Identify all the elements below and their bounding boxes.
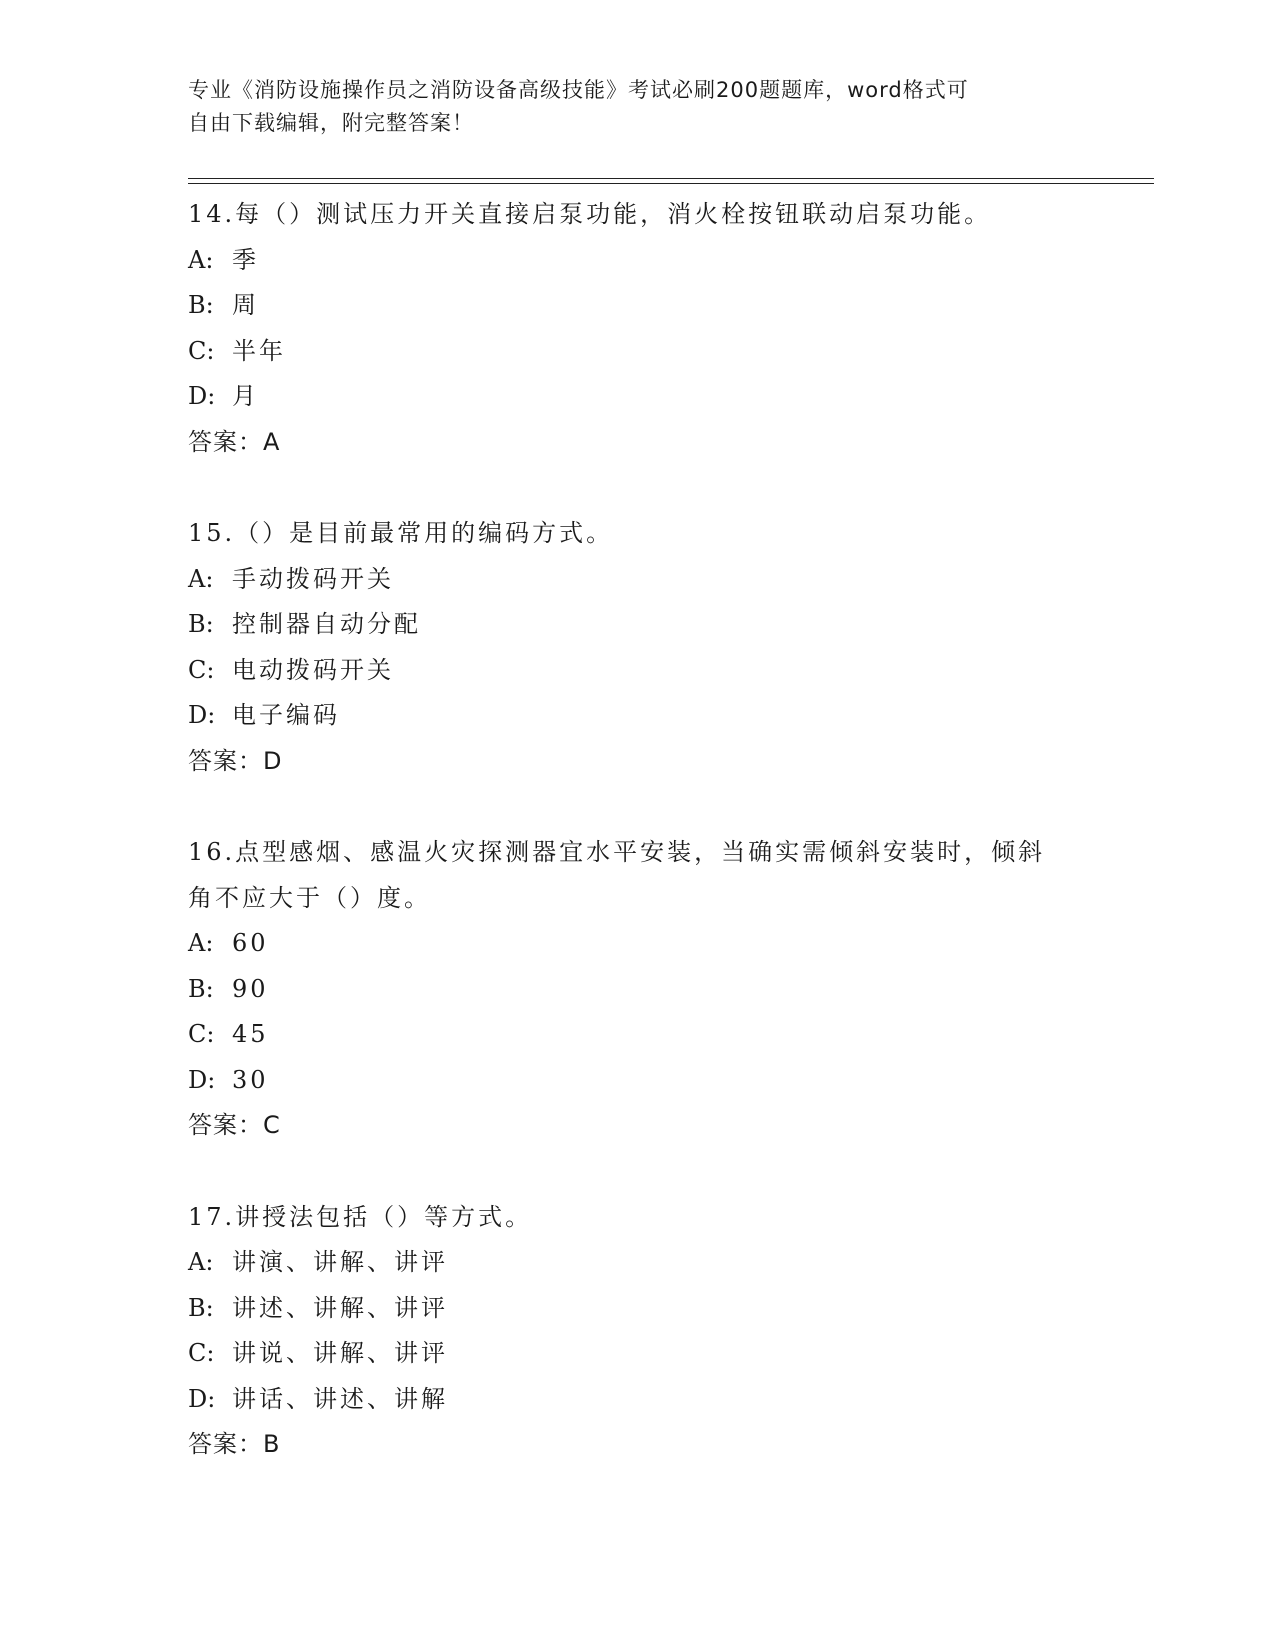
option-d [188,1377,1088,1423]
option-text: 讲述、讲解、讲评 [232,1293,448,1322]
option-letter: A: [188,929,214,957]
option-text: 30 [232,1065,269,1094]
option-text: 90 [232,974,269,1003]
question-16 [188,830,1088,1149]
option-c [188,1331,1088,1377]
option-letter: C: [188,655,215,684]
answer-line: 答案：B [188,1430,281,1458]
option-letter: B: [188,1293,214,1322]
option-c [188,648,1088,694]
option-c [188,329,1088,375]
question-15 [188,511,1088,784]
option-letter: A: [188,1248,214,1276]
option-text: 60 [232,929,269,957]
option-c [188,1012,1088,1058]
question-stem: 15.（）是目前最常用的编码方式。 [188,519,614,547]
document-header [188,74,1068,140]
option-letter: C: [188,336,215,365]
header-divider-top [188,178,1154,179]
answer-line: 答案：D [188,746,283,775]
option-text: 讲演、讲解、讲评 [232,1248,448,1276]
option-b [188,967,1088,1013]
option-letter: B: [188,974,214,1003]
option-text: 讲说、讲解、讲评 [232,1339,448,1367]
option-text: 电动拨码开关 [232,655,394,684]
option-a [188,238,1088,284]
question-17 [188,1195,1088,1468]
header-line-2: 自由下载编辑，附完整答案！ [188,111,474,135]
header-line-1: 专业《消防设施操作员之消防设备高级技能》考试必刷200题题库，word格式可 [188,78,969,102]
option-a [188,557,1088,603]
option-text: 讲话、讲述、讲解 [232,1384,448,1413]
option-b [188,602,1088,648]
option-letter: A: [188,564,214,593]
option-b [188,283,1088,329]
option-text: 手动拨码开关 [232,564,394,593]
option-text: 45 [232,1020,269,1048]
option-letter: B: [188,291,214,319]
option-letter: D: [188,701,216,729]
option-d [188,693,1088,739]
option-letter: D: [188,1384,216,1413]
question-list [188,192,1088,1468]
option-text: 控制器自动分配 [232,610,421,638]
header-divider-bottom [188,183,1154,184]
option-text: 电子编码 [232,701,340,729]
option-letter: C: [188,1020,215,1048]
option-a [188,1240,1088,1286]
answer-line: 答案：C [188,1111,281,1139]
question-14 [188,192,1088,465]
option-letter: C: [188,1339,215,1367]
option-letter: D: [188,382,216,410]
option-text: 半年 [232,336,286,365]
answer-line: 答案：A [188,427,281,456]
option-d [188,1058,1088,1104]
option-text: 周 [232,291,259,319]
option-letter: A: [188,245,214,274]
option-a [188,921,1088,967]
option-text: 月 [232,382,259,410]
option-b [188,1286,1088,1332]
question-stem: 17.讲授法包括（）等方式。 [188,1202,533,1231]
option-letter: D: [188,1065,216,1094]
question-stem: 14.每（）测试压力开关直接启泵功能，消火栓按钮联动启泵功能。 [188,200,992,228]
option-d [188,374,1088,420]
option-text: 季 [232,245,259,274]
question-stem: 16.点型感烟、感温火灾探测器宜水平安装，当确实需倾斜安装时，倾斜角不应大于（）度。 [188,838,1046,912]
option-letter: B: [188,610,214,638]
